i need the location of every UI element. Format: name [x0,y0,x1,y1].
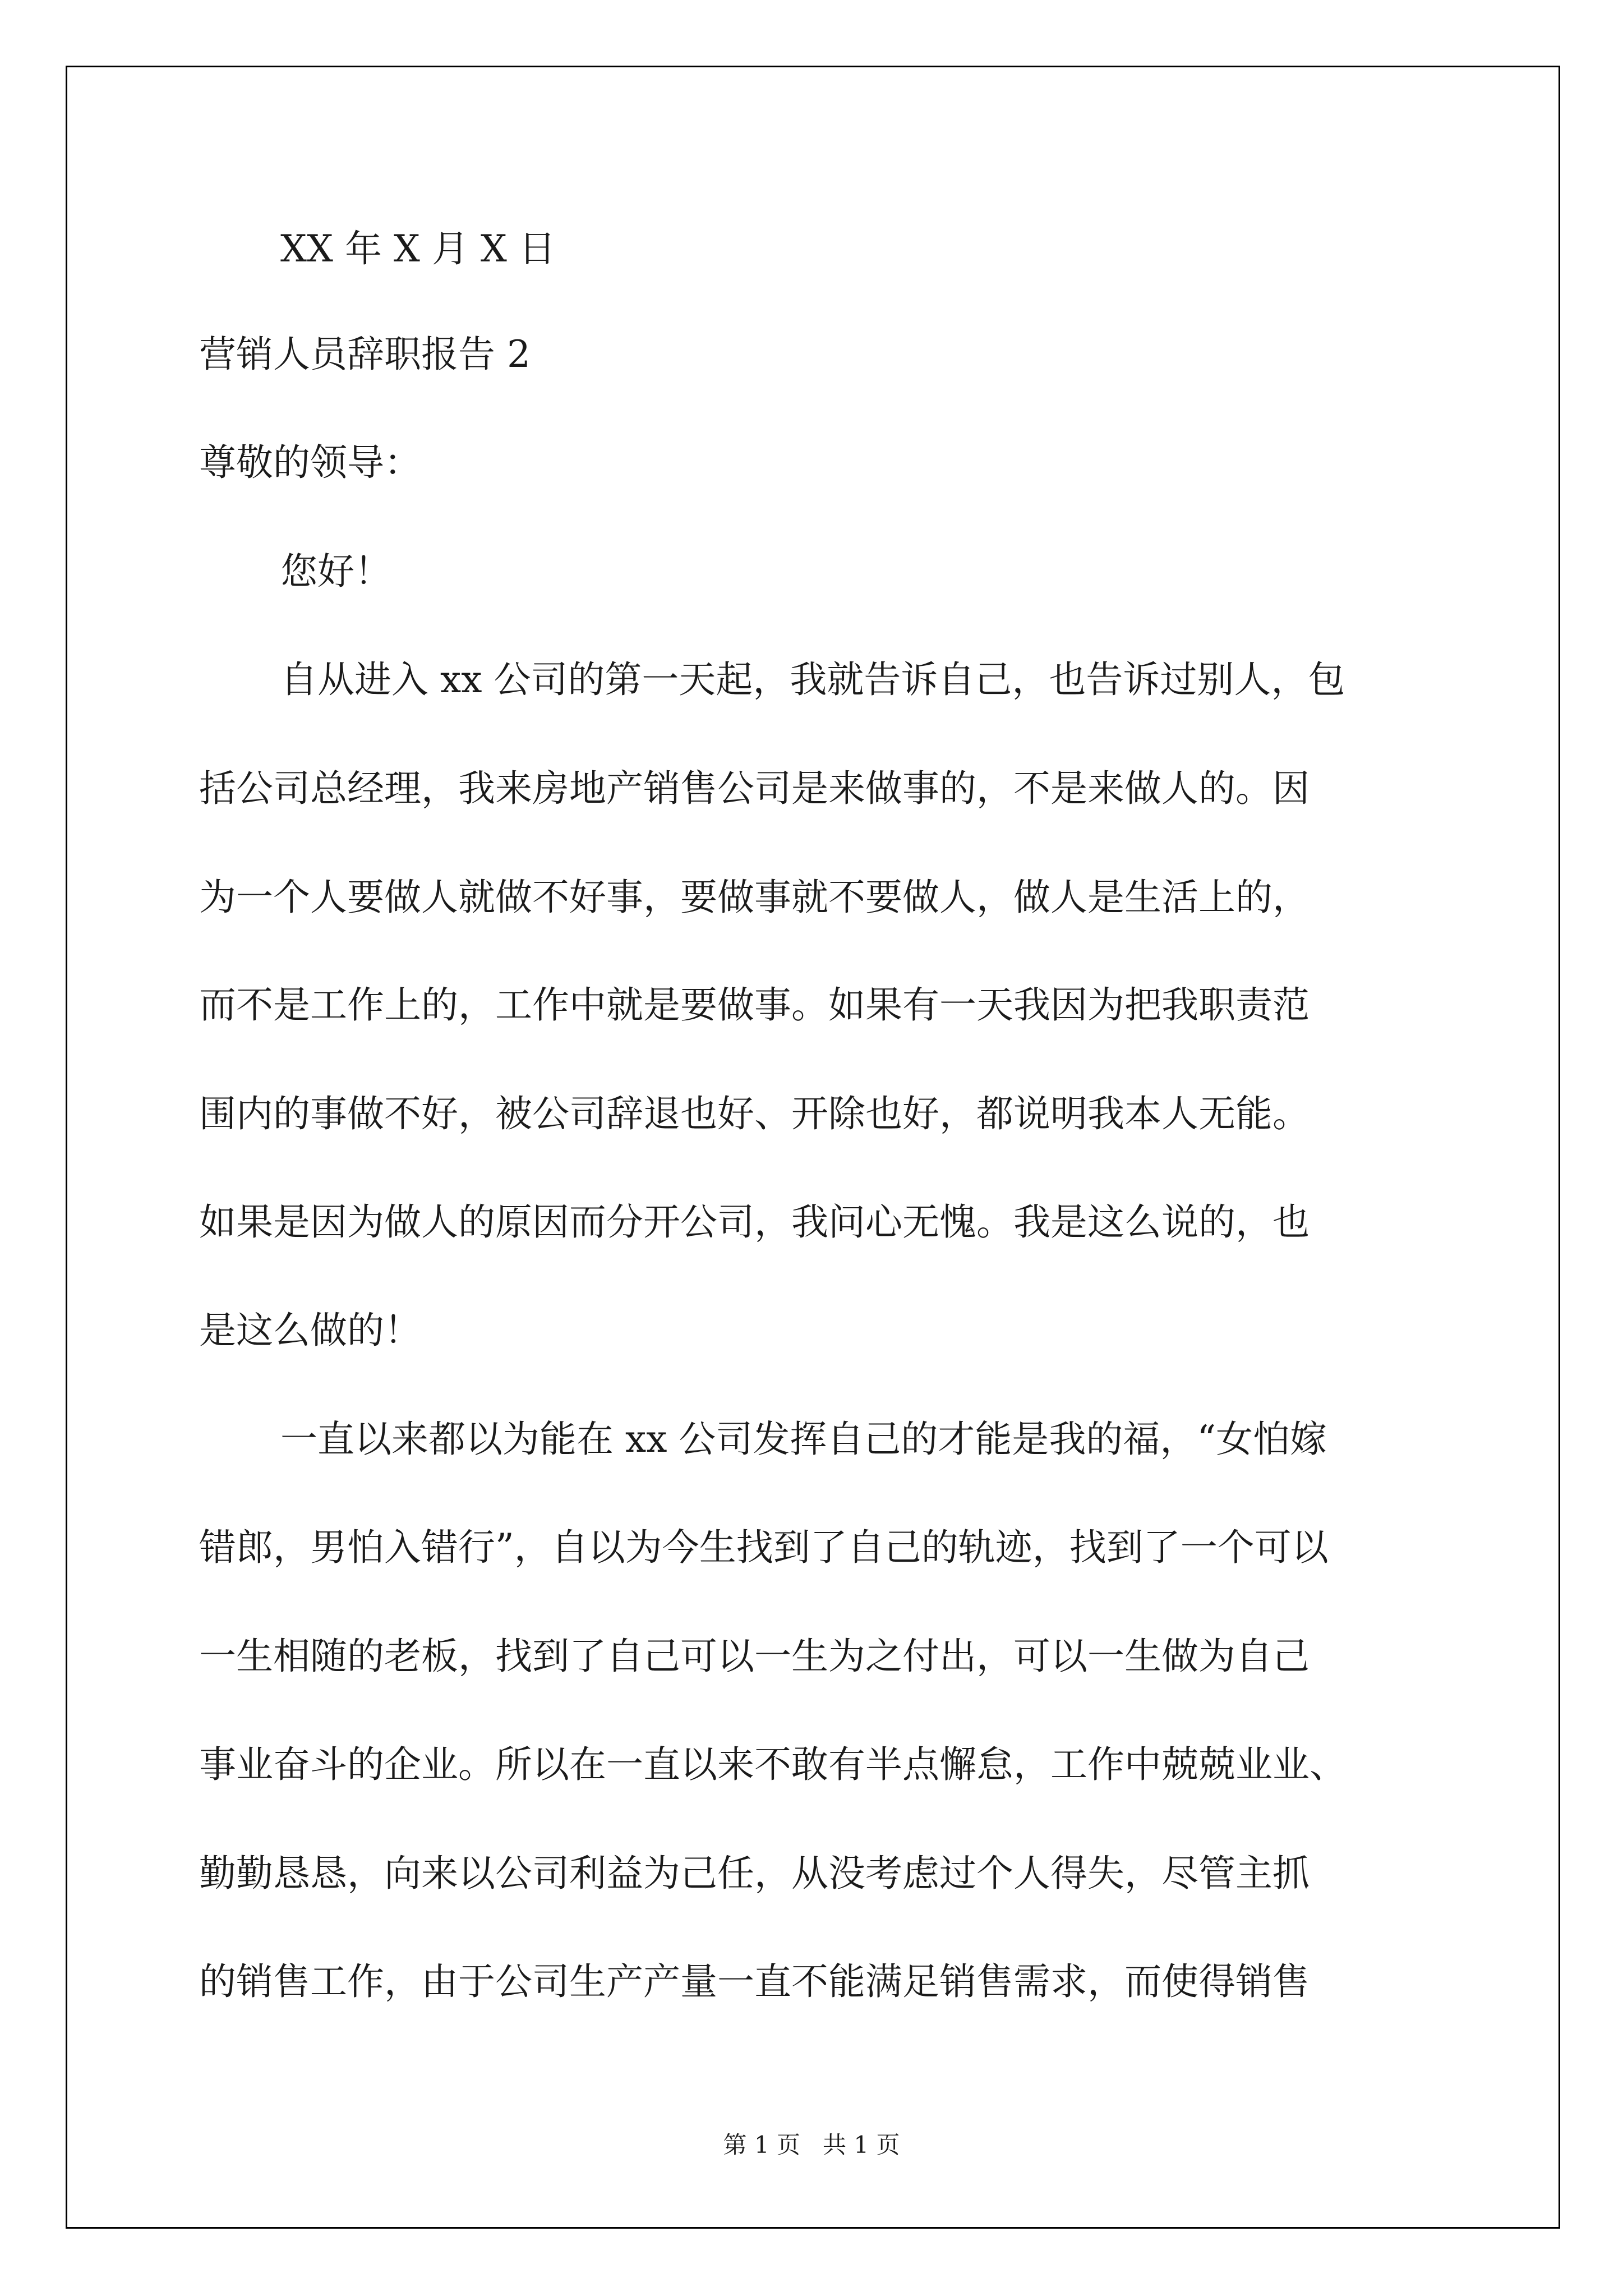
paragraph-2-line-5: 勤勤恳恳，向来以公司利益为己任，从没考虑过个人得失，尽管主抓 [199,1852,1310,1895]
greeting: 您好！ [280,550,391,593]
paragraph-1-line-3: 为一个人要做人就做不好事，要做事就不要做人，做人是生活上的， [199,876,1310,919]
paragraph-2-line-1: 一直以来都以为能在 xx 公司发挥自己的才能是我的福，“女怕嫁 [280,1418,1327,1461]
document-title: 营销人员辞职报告 2 [199,333,531,376]
paragraph-1-line-6: 如果是因为做人的原因而分开公司，我问心无愧。我是这么说的，也 [199,1200,1310,1244]
paragraph-2-line-2: 错郎，男怕入错行”，自以为今生找到了自己的轨迹，找到了一个可以 [199,1526,1329,1569]
page-border [66,66,1560,2229]
date-line: XX 年 X 月 X 日 [280,227,556,270]
paragraph-1-line-7: 是这么做的！ [199,1309,421,1352]
paragraph-2-line-6: 的销售工作，由于公司生产产量一直不能满足销售需求，而使得销售 [199,1960,1310,2003]
paragraph-1-line-4: 而不是工作上的，工作中就是要做事。如果有一天我因为把我职责范 [199,983,1310,1027]
salutation: 尊敬的领导： [199,441,421,484]
paragraph-2-line-4: 事业奋斗的企业。所以在一直以来不敢有半点懈怠，工作中兢兢业业、 [199,1743,1347,1786]
page-footer: 第 1 页 共 1 页 [723,2131,900,2159]
paragraph-2-line-3: 一生相随的老板，找到了自己可以一生为之付出，可以一生做为自己 [199,1635,1310,1678]
paragraph-1-line-2: 括公司总经理，我来房地产销售公司是来做事的，不是来做人的。因 [199,767,1310,810]
paragraph-1-line-1: 自从进入 xx 公司的第一天起，我就告诉自己，也告诉过别人，包 [280,658,1345,701]
paragraph-1-line-5: 围内的事做不好，被公司辞退也好、开除也好，都说明我本人无能。 [199,1092,1310,1135]
